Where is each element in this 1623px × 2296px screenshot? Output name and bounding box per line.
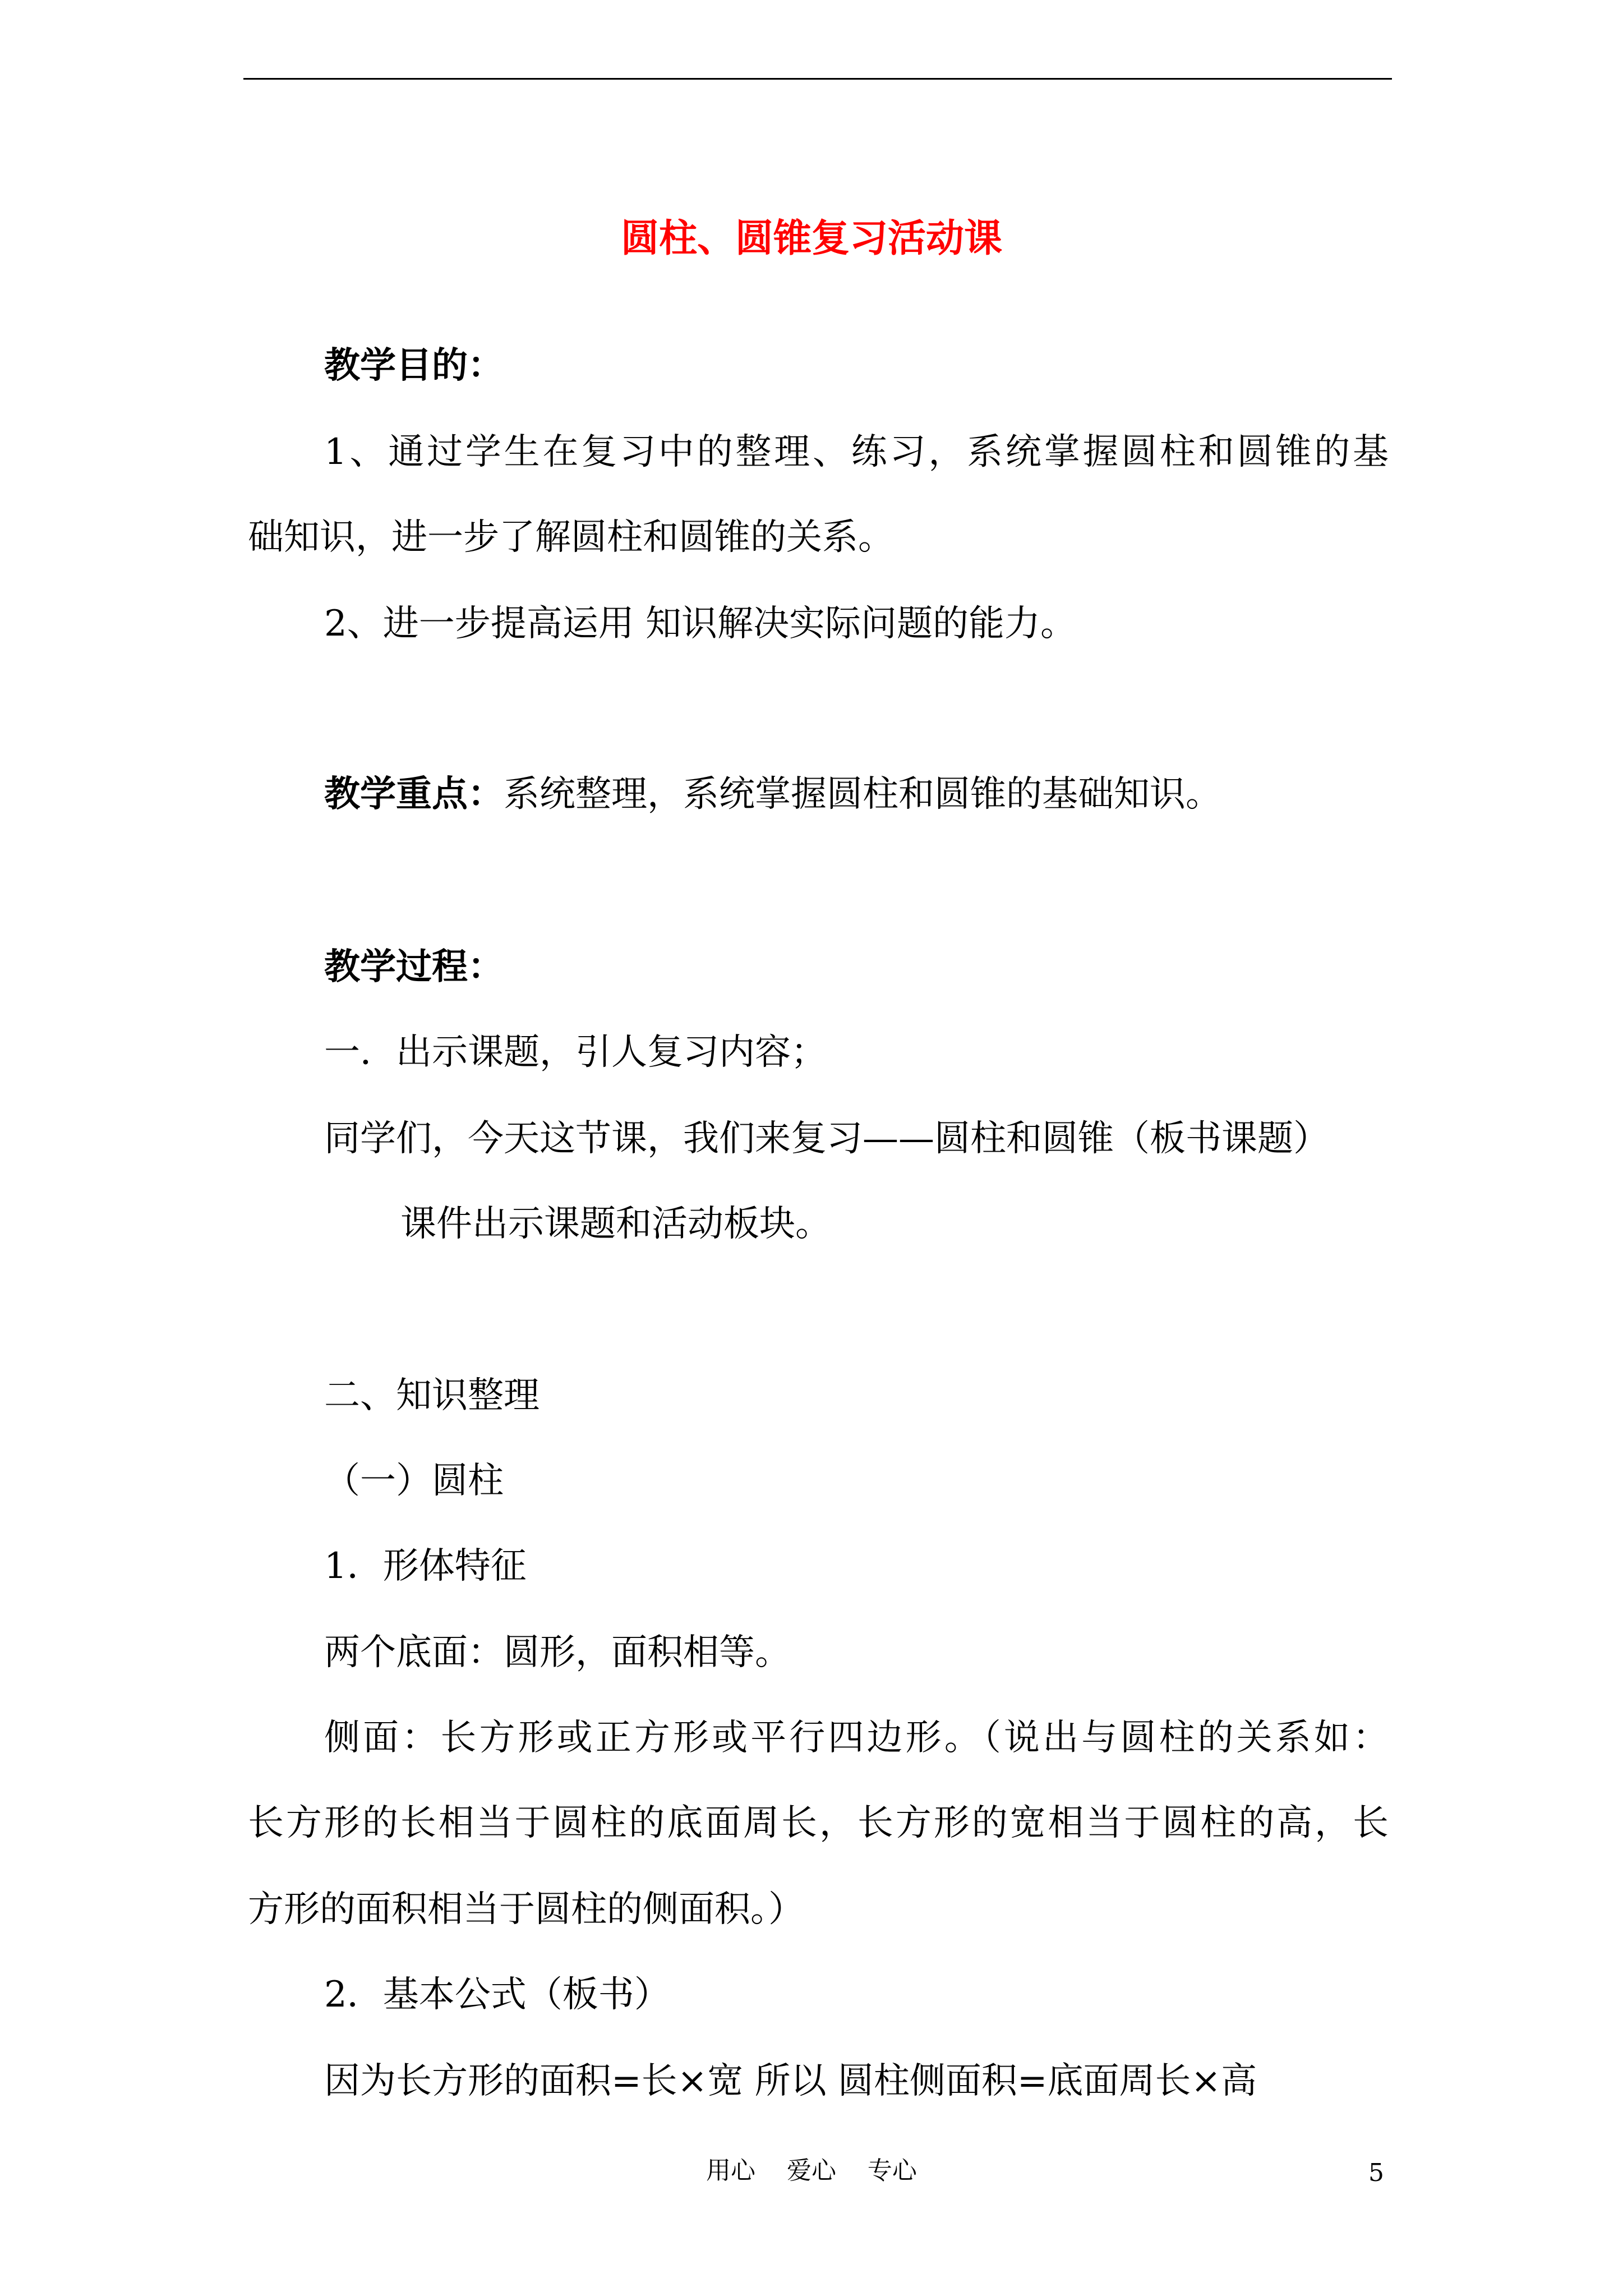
step-2-heading: 二、知识整理 [324,1375,540,1416]
formula: 因为长方形的面积=长×宽 所以 圆柱侧面积=底面周长×高 [324,2060,1257,2102]
sub-1-heading: （一）圆柱 [324,1460,504,1502]
step-1-text-2: 课件出示课题和活动板块。 [400,1203,831,1245]
sub-1-2-heading: 2．基本公式（板书） [324,1974,670,2016]
side-line-1: 侧面：长方形或正方形或平行四边形。（说出与圆柱的关系如： [324,1717,1389,1759]
side-line-2: 长方形的长相当于圆柱的底面周长，长方形的宽相当于圆柱的高，长 [248,1802,1389,1844]
goal-1-line-2: 础知识，进一步了解圆柱和圆锥的关系。 [248,517,894,558]
goal-1-line-1: 1、通过学生在复习中的整理、练习，系统掌握圆柱和圆锥的基 [324,431,1389,473]
key-points [324,772,1221,817]
step-1-text: 同学们，今天这节课，我们来复习——圆柱和圆锥（板书课题） [324,1118,1329,1159]
key-text: 系统整理，系统掌握圆柱和圆锥的基础知识。 [504,774,1221,815]
footer-motto: 用心 爱心 专心 [706,2156,917,2185]
step-1-heading: 一．出示课题，引人复习内容； [324,1032,827,1073]
process-heading: 教学过程： [324,946,504,988]
side-line-3: 方形的面积相当于圆柱的侧面积。） [248,1889,804,1930]
key-heading: 教学重点： [324,774,504,815]
goal-2: 2、进一步提高运用 知识解决实际问题的能力。 [324,603,1077,645]
header-rule [243,78,1392,80]
base-text: 两个底面：圆形，面积相等。 [324,1632,791,1673]
document-title: 圆柱、圆锥复习活动课 [620,217,1002,261]
page-number: 5 [1368,2159,1384,2187]
goal-heading: 教学目的： [324,345,504,386]
sub-1-1-heading: 1．形体特征 [324,1545,527,1587]
